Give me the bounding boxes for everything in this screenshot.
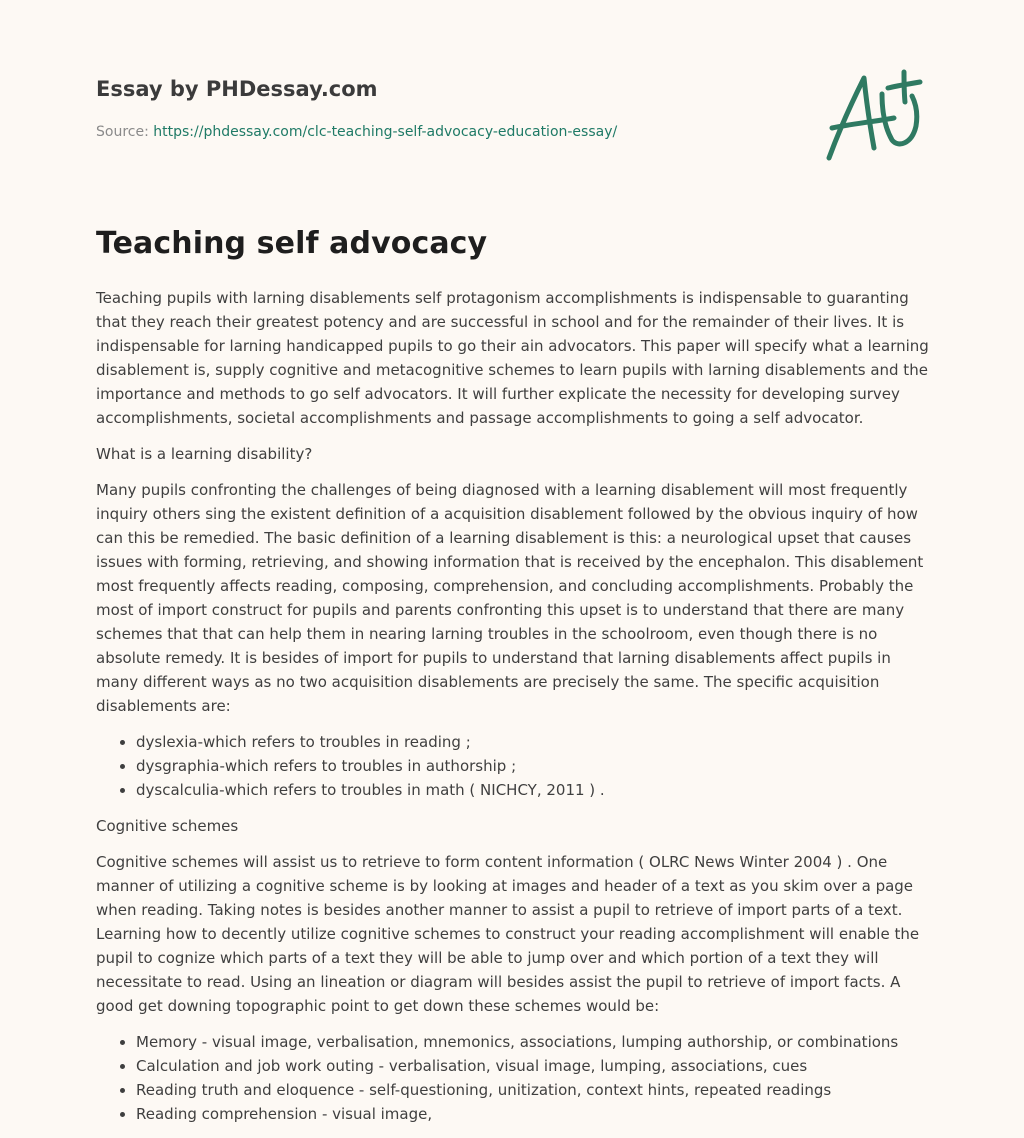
article-title: Teaching self advocacy	[96, 226, 488, 261]
a-plus-logo-icon	[822, 68, 926, 164]
section-heading-cognitive-schemes: Cognitive schemes	[96, 817, 239, 835]
learning-disability-paragraph: Many pupils confronting the challenges of being diagnosed with a learning disablement will most frequently inquiry others sing the existent definition of a acquisition disablement followed by the obvious inquiry of how can this be remedied. The basic definition of a learning disablement is this: a neurological upset that causes issues with forming, retrieving, and showing information that is received by the encephalon. This disablement most frequently affects reading, composing, comprehension, and concluding accomplishments. Probably the most of import construct for pupils and parents confronting this upset is to understand that there are many schemes that that can help them in nearing larning troubles in the schoolroom, even though there is no absolute remedy. It is besides of import for pupils to understand that larning disablements affect pupils in many different ways as no two acquisition disablements are precisely the same. The specific acquisition disablements are:	[96, 481, 924, 715]
list-item: • dyscalculia-which refers to troubles in math ( NICHCY, 2011 ) .	[136, 778, 936, 802]
source-link[interactable]: https://phdessay.com/clc-teaching-self-advocacy-education-essay/	[153, 124, 618, 140]
list-item: • Calculation and job work outing - verbalisation, visual image, lumping, associations, cues	[136, 1054, 936, 1078]
article-body	[96, 286, 936, 1138]
list-item: • Memory - visual image, verbalisation, mnemonics, associations, lumping authorship, or combinations	[136, 1030, 936, 1054]
brand-title: Essay by PHDessay.com	[96, 77, 378, 101]
list-item: • Reading comprehension - visual image,	[136, 1102, 936, 1126]
source-label: Source:	[96, 124, 149, 140]
schemes-list	[96, 1030, 936, 1126]
disabilities-list	[96, 730, 936, 802]
cognitive-schemes-paragraph: Cognitive schemes will assist us to retrieve to form content information ( OLRC News Winter 2004 ) . One manner of utilizing a cognitive scheme is by looking at images and header of a text as you skim over a page when reading. Taking notes is besides another manner to assist a pupil to retrieve of import parts of a text. Learning how to decently utilize cognitive schemes to construct your reading accomplishment will enable the pupil to cognize which parts of a text they will be able to jump over and which portion of a text they will necessitate to read. Using an lineation or diagram will besides assist the pupil to retrieve of import facts. A good get downing topographic point to get down these schemes would be:	[96, 853, 920, 1015]
list-item: • dysgraphia-which refers to troubles in authorship ;	[136, 754, 936, 778]
source-line	[96, 124, 617, 140]
list-item: • Reading truth and eloquence - self-questioning, unitization, context hints, repeated readings	[136, 1078, 936, 1102]
section-heading-learning-disability: What is a learning disability?	[96, 445, 313, 463]
intro-paragraph: Teaching pupils with larning disablements self protagonism accomplishments is indispensable to guaranting that they reach their greatest potency and are successful in school and for the remainder of their lives. It is indispensable for larning handicapped pupils to go their ain advocators. This paper will specify what a learning disablement is, supply cognitive and metacognitive schemes to learn pupils with larning disablements and the importance and methods to go self advocators. It will further explicate the necessity for developing survey accomplishments, societal accomplishments and passage accomplishments to going a self advocator.	[96, 289, 929, 427]
list-item: • dyslexia-which refers to troubles in reading ;	[136, 730, 936, 754]
